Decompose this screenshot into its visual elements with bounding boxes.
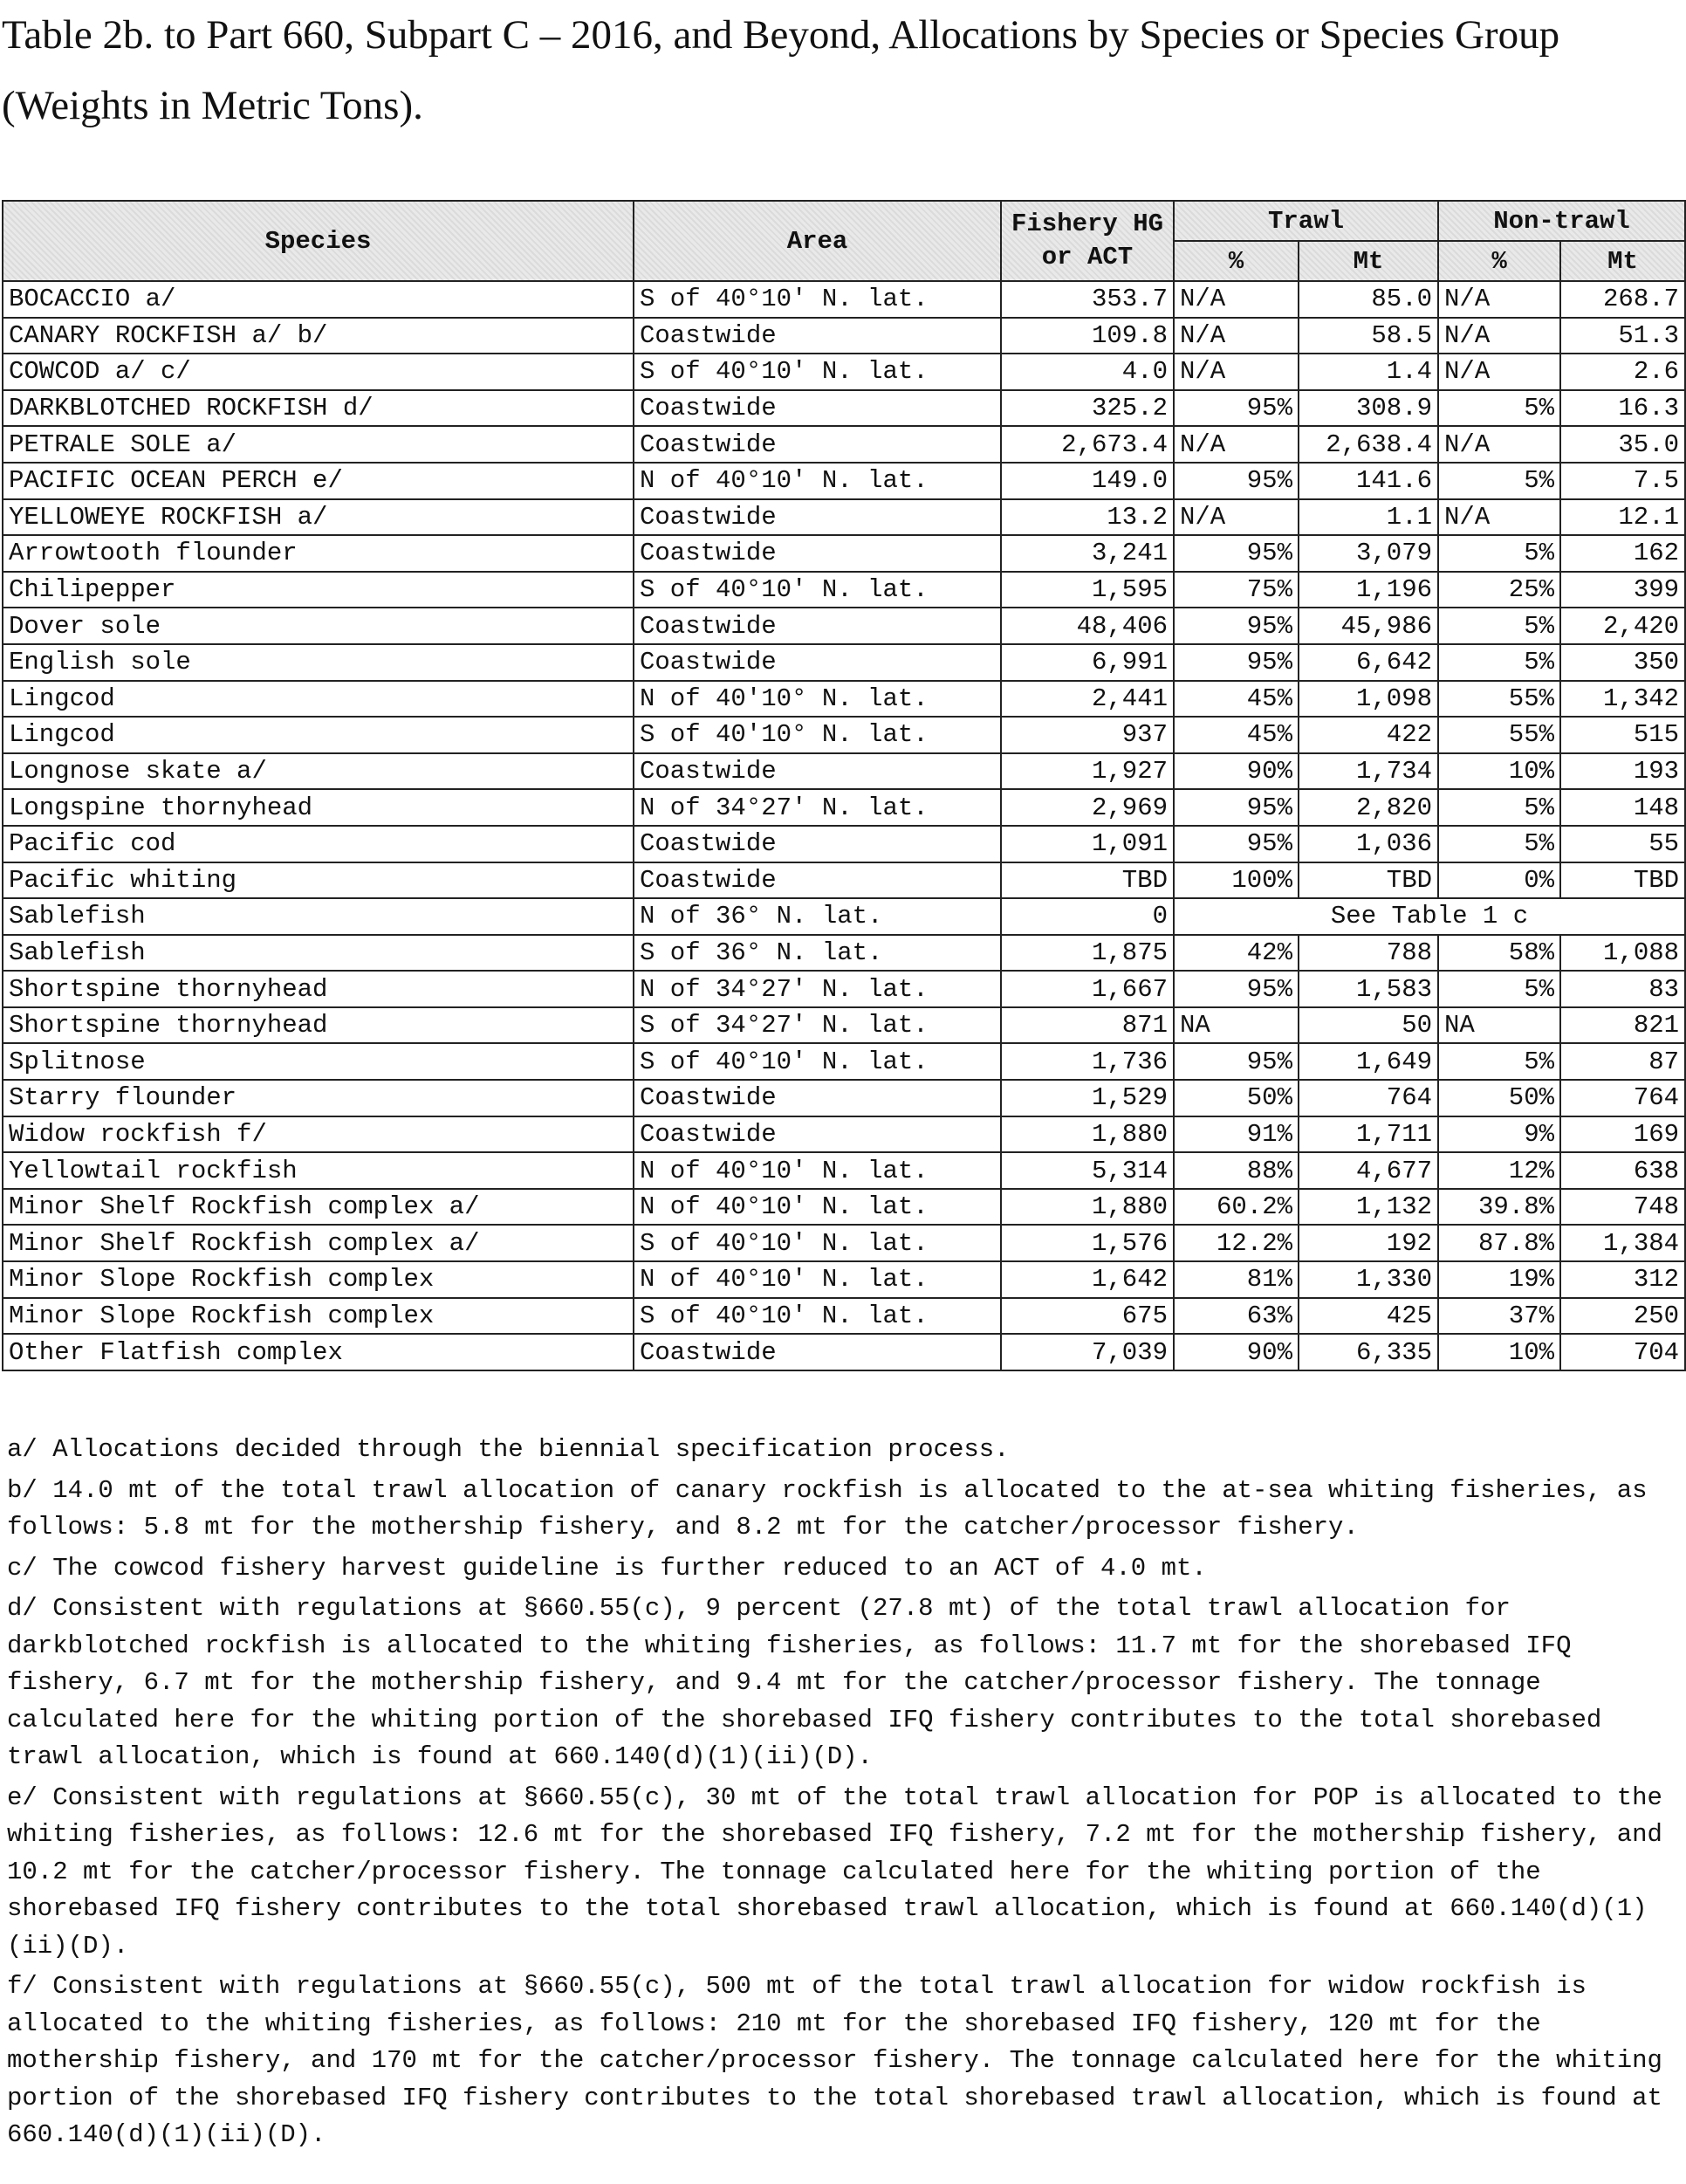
cell-fishery-hg: 1,576 — [1001, 1225, 1174, 1261]
cell-trawl-pct: 95% — [1174, 1043, 1299, 1080]
footnote: f/ Consistent with regulations at §660.55(c), 500 mt of the total trawl allocation for widow rockfish is allocated to the whiting fisheries, as follows: 210 mt for the shorebased IFQ fishery, 120 mt for the mothership fishery, and 170 mt for the catcher/processor fishery. The tonnage calculated here for the whiting portion of the shorebased IFQ fishery contributes to the total shorebased trawl allocation, which is found at 660.140(d)(1)(ii)(D). — [7, 1972, 1678, 2149]
table-row — [3, 318, 1685, 354]
cell-area: N of 40°10' N. lat. — [634, 1189, 1001, 1226]
cell-non-trawl-mt: 148 — [1560, 789, 1685, 826]
cell-non-trawl-mt: 2.6 — [1560, 354, 1685, 390]
cell-trawl-mt: 2,820 — [1299, 789, 1438, 826]
cell-non-trawl-mt: 7.5 — [1560, 463, 1685, 499]
cell-fishery-hg: 109.8 — [1001, 318, 1174, 354]
cell-non-trawl-mt: 399 — [1560, 572, 1685, 608]
cell-trawl-pct: NA — [1174, 1007, 1299, 1044]
table-row — [3, 1298, 1685, 1335]
cell-non-trawl-pct: 5% — [1438, 608, 1560, 644]
cell-area: Coastwide — [634, 608, 1001, 644]
cell-non-trawl-pct: 0% — [1438, 862, 1560, 899]
cell-trawl-pct: 60.2% — [1174, 1189, 1299, 1226]
cell-area: S of 40°10' N. lat. — [634, 572, 1001, 608]
cell-trawl-mt: 1,583 — [1299, 971, 1438, 1007]
table-row — [3, 354, 1685, 390]
cell-trawl-mt: 58.5 — [1299, 318, 1438, 354]
cell-area: Coastwide — [634, 426, 1001, 463]
table-row — [3, 717, 1685, 753]
cell-non-trawl-mt: 169 — [1560, 1116, 1685, 1153]
cell-trawl-mt: 1,734 — [1299, 753, 1438, 790]
cell-non-trawl-pct: 87.8% — [1438, 1225, 1560, 1261]
cell-fishery-hg: 1,642 — [1001, 1261, 1174, 1298]
cell-fishery-hg: 5,314 — [1001, 1152, 1174, 1189]
cell-species: English sole — [3, 644, 634, 681]
cell-area: N of 40°10' N. lat. — [634, 1152, 1001, 1189]
cell-fishery-hg: 1,736 — [1001, 1043, 1174, 1080]
cell-trawl-pct: 95% — [1174, 826, 1299, 862]
table-row — [3, 1225, 1685, 1261]
table-row — [3, 789, 1685, 826]
cell-non-trawl-pct: N/A — [1438, 354, 1560, 390]
table-row — [3, 608, 1685, 644]
header-non-trawl-pct: % — [1438, 241, 1560, 281]
cell-fishery-hg: 1,875 — [1001, 935, 1174, 972]
cell-non-trawl-mt: 1,342 — [1560, 681, 1685, 718]
cell-fishery-hg: 1,667 — [1001, 971, 1174, 1007]
cell-species: Pacific cod — [3, 826, 634, 862]
cell-trawl-mt: TBD — [1299, 862, 1438, 899]
cell-non-trawl-mt: 35.0 — [1560, 426, 1685, 463]
cell-non-trawl-mt: 638 — [1560, 1152, 1685, 1189]
cell-area: N of 34°27' N. lat. — [634, 971, 1001, 1007]
cell-species: Minor Shelf Rockfish complex a/ — [3, 1189, 634, 1226]
cell-trawl-mt: 50 — [1299, 1007, 1438, 1044]
cell-species: PETRALE SOLE a/ — [3, 426, 634, 463]
cell-species: Dover sole — [3, 608, 634, 644]
cell-trawl-pct: 90% — [1174, 1334, 1299, 1370]
table-row — [3, 1152, 1685, 1189]
cell-area: S of 40°10' N. lat. — [634, 1043, 1001, 1080]
table-row — [3, 753, 1685, 790]
cell-trawl-mt: 1.1 — [1299, 499, 1438, 536]
cell-trawl-pct: 95% — [1174, 644, 1299, 681]
cell-trawl-pct: 95% — [1174, 535, 1299, 572]
cell-area: Coastwide — [634, 535, 1001, 572]
cell-area: S of 34°27' N. lat. — [634, 1007, 1001, 1044]
cell-non-trawl-pct: 58% — [1438, 935, 1560, 972]
cell-species: Other Flatfish complex — [3, 1334, 634, 1370]
cell-fishery-hg: 48,406 — [1001, 608, 1174, 644]
cell-trawl-mt: 1,711 — [1299, 1116, 1438, 1153]
header-trawl-mt: Mt — [1299, 241, 1438, 281]
cell-species: Yellowtail rockfish — [3, 1152, 634, 1189]
cell-trawl-mt: 764 — [1299, 1080, 1438, 1116]
cell-species: PACIFIC OCEAN PERCH e/ — [3, 463, 634, 499]
cell-species: Sablefish — [3, 935, 634, 972]
header-fishery-hg-line2: or ACT — [1041, 243, 1134, 271]
cell-trawl-pct: 95% — [1174, 463, 1299, 499]
cell-non-trawl-mt: 268.7 — [1560, 281, 1685, 318]
cell-trawl-mt: 422 — [1299, 717, 1438, 753]
cell-trawl-mt: 1.4 — [1299, 354, 1438, 390]
table-row — [3, 1007, 1685, 1044]
footnote: b/ 14.0 mt of the total trawl allocation of canary rockfish is allocated to the at-sea whiting fisheries, as follows: 5.8 mt for the mothership fishery, and 8.2 mt for the catcher/processor fishery. — [7, 1475, 1662, 1542]
table-header — [3, 201, 1685, 281]
header-species: Species — [3, 201, 634, 281]
cell-non-trawl-mt: 350 — [1560, 644, 1685, 681]
cell-non-trawl-mt: 250 — [1560, 1298, 1685, 1335]
cell-trawl-mt: 85.0 — [1299, 281, 1438, 318]
cell-trawl-mt: 141.6 — [1299, 463, 1438, 499]
cell-trawl-pct: N/A — [1174, 354, 1299, 390]
cell-non-trawl-pct: N/A — [1438, 281, 1560, 318]
cell-area: N of 40'10° N. lat. — [634, 681, 1001, 718]
cell-see-table: See Table 1 c — [1174, 898, 1685, 935]
cell-area: Coastwide — [634, 826, 1001, 862]
cell-non-trawl-pct: 5% — [1438, 390, 1560, 427]
cell-fishery-hg: 1,927 — [1001, 753, 1174, 790]
cell-area: N of 34°27' N. lat. — [634, 789, 1001, 826]
cell-trawl-pct: 95% — [1174, 390, 1299, 427]
cell-non-trawl-mt: 704 — [1560, 1334, 1685, 1370]
cell-non-trawl-pct: N/A — [1438, 499, 1560, 536]
cell-non-trawl-pct: 5% — [1438, 826, 1560, 862]
cell-species: Minor Slope Rockfish complex — [3, 1261, 634, 1298]
cell-species: COWCOD a/ c/ — [3, 354, 634, 390]
table-row — [3, 572, 1685, 608]
cell-fishery-hg: 1,091 — [1001, 826, 1174, 862]
cell-non-trawl-mt: 764 — [1560, 1080, 1685, 1116]
cell-species: Longnose skate a/ — [3, 753, 634, 790]
cell-area: N of 36° N. lat. — [634, 898, 1001, 935]
cell-fishery-hg: 13.2 — [1001, 499, 1174, 536]
cell-fishery-hg: 6,991 — [1001, 644, 1174, 681]
table-row — [3, 935, 1685, 972]
cell-fishery-hg: 325.2 — [1001, 390, 1174, 427]
cell-fishery-hg: 1,880 — [1001, 1116, 1174, 1153]
cell-trawl-mt: 1,132 — [1299, 1189, 1438, 1226]
table-row — [3, 971, 1685, 1007]
cell-non-trawl-mt: 16.3 — [1560, 390, 1685, 427]
cell-area: Coastwide — [634, 1116, 1001, 1153]
cell-non-trawl-pct: 10% — [1438, 1334, 1560, 1370]
cell-species: Chilipepper — [3, 572, 634, 608]
cell-species: Longspine thornyhead — [3, 789, 634, 826]
cell-fishery-hg: 149.0 — [1001, 463, 1174, 499]
cell-area: S of 40°10' N. lat. — [634, 1225, 1001, 1261]
cell-non-trawl-mt: TBD — [1560, 862, 1685, 899]
table-row — [3, 499, 1685, 536]
cell-non-trawl-mt: 312 — [1560, 1261, 1685, 1298]
cell-non-trawl-mt: 515 — [1560, 717, 1685, 753]
cell-non-trawl-pct: 55% — [1438, 681, 1560, 718]
cell-area: S of 36° N. lat. — [634, 935, 1001, 972]
cell-non-trawl-pct: 5% — [1438, 535, 1560, 572]
cell-trawl-mt: 1,196 — [1299, 572, 1438, 608]
cell-trawl-pct: 90% — [1174, 753, 1299, 790]
cell-trawl-pct: 45% — [1174, 681, 1299, 718]
cell-non-trawl-mt: 1,088 — [1560, 935, 1685, 972]
footnote: c/ The cowcod fishery harvest guideline is further reduced to an ACT of 4.0 mt. — [7, 1553, 1207, 1583]
cell-non-trawl-pct: 12% — [1438, 1152, 1560, 1189]
cell-trawl-mt: 1,036 — [1299, 826, 1438, 862]
cell-species: Widow rockfish f/ — [3, 1116, 634, 1153]
table-row — [3, 426, 1685, 463]
table-row — [3, 535, 1685, 572]
cell-species: DARKBLOTCHED ROCKFISH d/ — [3, 390, 634, 427]
cell-trawl-pct: 42% — [1174, 935, 1299, 972]
cell-species: Shortspine thornyhead — [3, 1007, 634, 1044]
table-row — [3, 463, 1685, 499]
table-row — [3, 1261, 1685, 1298]
cell-trawl-pct: 63% — [1174, 1298, 1299, 1335]
table-row — [3, 1080, 1685, 1116]
table-row — [3, 281, 1685, 318]
allocation-table — [2, 200, 1686, 1371]
cell-trawl-pct: 45% — [1174, 717, 1299, 753]
cell-trawl-pct: N/A — [1174, 426, 1299, 463]
cell-non-trawl-pct: 5% — [1438, 971, 1560, 1007]
cell-trawl-mt: 192 — [1299, 1225, 1438, 1261]
cell-trawl-mt: 1,330 — [1299, 1261, 1438, 1298]
cell-non-trawl-mt: 51.3 — [1560, 318, 1685, 354]
cell-fishery-hg: 871 — [1001, 1007, 1174, 1044]
cell-fishery-hg: 7,039 — [1001, 1334, 1174, 1370]
cell-species: CANARY ROCKFISH a/ b/ — [3, 318, 634, 354]
cell-trawl-pct: 75% — [1174, 572, 1299, 608]
cell-trawl-mt: 1,098 — [1299, 681, 1438, 718]
cell-species: Minor Shelf Rockfish complex a/ — [3, 1225, 634, 1261]
cell-trawl-mt: 6,642 — [1299, 644, 1438, 681]
cell-non-trawl-pct: 37% — [1438, 1298, 1560, 1335]
table-row — [3, 681, 1685, 718]
cell-non-trawl-pct: 25% — [1438, 572, 1560, 608]
cell-trawl-pct: 91% — [1174, 1116, 1299, 1153]
footnote: d/ Consistent with regulations at §660.55(c), 9 percent (27.8 mt) of the total trawl allocation for darkblotched rockfish is allocated to the whiting fisheries, as follows: 11.7 mt for the shorebased IFQ fishery, 6.7 mt for the mothership fishery, and 9.4 mt for the catcher/processor fishery. The tonnage calculated here for the whiting portion of the shorebased IFQ fishery contributes to the total shorebased trawl allocation, which is found at 660.140(d)(1)(ii)(D). — [7, 1594, 1617, 1771]
cell-species: Lingcod — [3, 681, 634, 718]
cell-area: Coastwide — [634, 390, 1001, 427]
cell-area: S of 40°10' N. lat. — [634, 281, 1001, 318]
cell-fishery-hg: 1,880 — [1001, 1189, 1174, 1226]
cell-trawl-mt: 45,986 — [1299, 608, 1438, 644]
cell-fishery-hg: 0 — [1001, 898, 1174, 935]
cell-trawl-pct: 100% — [1174, 862, 1299, 899]
cell-fishery-hg: 1,529 — [1001, 1080, 1174, 1116]
cell-non-trawl-pct: 19% — [1438, 1261, 1560, 1298]
header-trawl-pct: % — [1174, 241, 1299, 281]
cell-non-trawl-pct: 9% — [1438, 1116, 1560, 1153]
table-row — [3, 644, 1685, 681]
cell-fishery-hg: 2,673.4 — [1001, 426, 1174, 463]
table-row — [3, 1189, 1685, 1226]
cell-non-trawl-pct: 5% — [1438, 463, 1560, 499]
table-row — [3, 1043, 1685, 1080]
footnote: a/ Allocations decided through the biennial specification process. — [7, 1435, 1010, 1464]
cell-non-trawl-mt: 83 — [1560, 971, 1685, 1007]
cell-species: Minor Slope Rockfish complex — [3, 1298, 634, 1335]
table-row — [3, 898, 1685, 935]
cell-fishery-hg: 1,595 — [1001, 572, 1174, 608]
cell-trawl-pct: 88% — [1174, 1152, 1299, 1189]
cell-fishery-hg: 2,969 — [1001, 789, 1174, 826]
cell-non-trawl-mt: 193 — [1560, 753, 1685, 790]
cell-trawl-pct: N/A — [1174, 281, 1299, 318]
cell-non-trawl-pct: 39.8% — [1438, 1189, 1560, 1226]
cell-species: Shortspine thornyhead — [3, 971, 634, 1007]
table-row — [3, 1116, 1685, 1153]
cell-fishery-hg: 2,441 — [1001, 681, 1174, 718]
cell-trawl-mt: 788 — [1299, 935, 1438, 972]
cell-fishery-hg: 937 — [1001, 717, 1174, 753]
cell-non-trawl-pct: N/A — [1438, 426, 1560, 463]
cell-area: N of 40°10' N. lat. — [634, 463, 1001, 499]
cell-non-trawl-mt: 12.1 — [1560, 499, 1685, 536]
cell-species: Starry flounder — [3, 1080, 634, 1116]
cell-area: Coastwide — [634, 1080, 1001, 1116]
cell-non-trawl-pct: 5% — [1438, 1043, 1560, 1080]
cell-trawl-mt: 4,677 — [1299, 1152, 1438, 1189]
cell-non-trawl-mt: 1,384 — [1560, 1225, 1685, 1261]
cell-trawl-mt: 2,638.4 — [1299, 426, 1438, 463]
cell-trawl-pct: N/A — [1174, 499, 1299, 536]
footnote: e/ Consistent with regulations at §660.55(c), 30 mt of the total trawl allocation for POP is allocated to the whiting fisheries, as follows: 12.6 mt for the shorebased IFQ fishery, 7.2 mt for the mothership fishery, and 10.2 mt for the catcher/processor fishery. The tonnage calculated here for the whiting portion of the shorebased IFQ fishery contributes to the total shorebased trawl allocation, which is found at 660.140(d)(1)(ii)(D). — [7, 1782, 1678, 1961]
cell-area: S of 40°10' N. lat. — [634, 1298, 1001, 1335]
cell-area: S of 40°10' N. lat. — [634, 354, 1001, 390]
cell-trawl-pct: 12.2% — [1174, 1225, 1299, 1261]
cell-trawl-mt: 6,335 — [1299, 1334, 1438, 1370]
header-non-trawl-mt: Mt — [1560, 241, 1685, 281]
cell-area: Coastwide — [634, 644, 1001, 681]
cell-area: Coastwide — [634, 862, 1001, 899]
cell-species: Arrowtooth flounder — [3, 535, 634, 572]
cell-species: Pacific whiting — [3, 862, 634, 899]
cell-non-trawl-mt: 87 — [1560, 1043, 1685, 1080]
header-fishery-hg — [1001, 201, 1174, 281]
table-body — [3, 281, 1685, 1370]
cell-species: Sablefish — [3, 898, 634, 935]
cell-non-trawl-pct: 50% — [1438, 1080, 1560, 1116]
cell-non-trawl-pct: N/A — [1438, 318, 1560, 354]
cell-non-trawl-mt: 748 — [1560, 1189, 1685, 1226]
cell-trawl-pct: 50% — [1174, 1080, 1299, 1116]
cell-trawl-mt: 308.9 — [1299, 390, 1438, 427]
cell-area: Coastwide — [634, 753, 1001, 790]
footnotes — [7, 1432, 1678, 2158]
cell-trawl-mt: 425 — [1299, 1298, 1438, 1335]
cell-trawl-pct: N/A — [1174, 318, 1299, 354]
cell-trawl-mt: 3,079 — [1299, 535, 1438, 572]
cell-trawl-pct: 95% — [1174, 608, 1299, 644]
cell-fishery-hg: 3,241 — [1001, 535, 1174, 572]
table-row — [3, 390, 1685, 427]
cell-area: N of 40°10' N. lat. — [634, 1261, 1001, 1298]
cell-area: Coastwide — [634, 1334, 1001, 1370]
table-row — [3, 1334, 1685, 1370]
table-row — [3, 826, 1685, 862]
header-non-trawl: Non-trawl — [1438, 201, 1685, 241]
cell-area: S of 40'10° N. lat. — [634, 717, 1001, 753]
cell-fishery-hg: TBD — [1001, 862, 1174, 899]
cell-non-trawl-mt: 2,420 — [1560, 608, 1685, 644]
cell-non-trawl-pct: NA — [1438, 1007, 1560, 1044]
cell-non-trawl-mt: 55 — [1560, 826, 1685, 862]
cell-trawl-mt: 1,649 — [1299, 1043, 1438, 1080]
header-fishery-hg-line1: Fishery HG — [1011, 209, 1164, 239]
cell-area: Coastwide — [634, 499, 1001, 536]
cell-trawl-pct: 95% — [1174, 789, 1299, 826]
header-trawl: Trawl — [1174, 201, 1438, 241]
cell-non-trawl-pct: 10% — [1438, 753, 1560, 790]
cell-fishery-hg: 353.7 — [1001, 281, 1174, 318]
cell-species: BOCACCIO a/ — [3, 281, 634, 318]
cell-non-trawl-pct: 55% — [1438, 717, 1560, 753]
cell-trawl-pct: 81% — [1174, 1261, 1299, 1298]
cell-non-trawl-pct: 5% — [1438, 789, 1560, 826]
cell-species: Lingcod — [3, 717, 634, 753]
cell-species: Splitnose — [3, 1043, 634, 1080]
cell-fishery-hg: 4.0 — [1001, 354, 1174, 390]
cell-non-trawl-pct: 5% — [1438, 644, 1560, 681]
table-row — [3, 862, 1685, 899]
cell-area: Coastwide — [634, 318, 1001, 354]
cell-non-trawl-mt: 162 — [1560, 535, 1685, 572]
header-area: Area — [634, 201, 1001, 281]
table-title: Table 2b. to Part 660, Subpart C – 2016, and Beyond, Allocations by Species or Species Group (Weights in Metric Tons). — [2, 12, 1560, 128]
cell-species: YELLOWEYE ROCKFISH a/ — [3, 499, 634, 536]
cell-fishery-hg: 675 — [1001, 1298, 1174, 1335]
cell-trawl-pct: 95% — [1174, 971, 1299, 1007]
cell-non-trawl-mt: 821 — [1560, 1007, 1685, 1044]
